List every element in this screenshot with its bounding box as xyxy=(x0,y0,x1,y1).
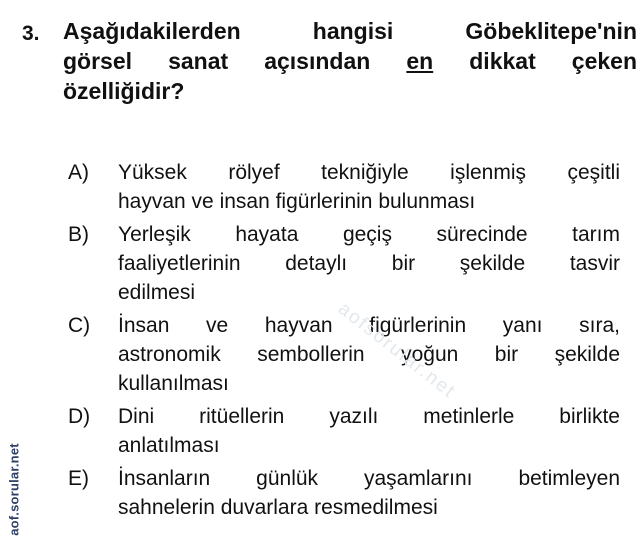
option-d-line-1: Dini ritüellerin yazılı metinlerle birlikte xyxy=(118,405,620,428)
option-d[interactable] xyxy=(68,402,620,460)
question-text xyxy=(63,16,637,106)
option-d-text xyxy=(118,402,620,460)
option-b-line-3: edilmesi xyxy=(118,281,196,304)
option-b-text xyxy=(118,220,620,307)
option-a-line-1: Yüksek rölyef tekniğiyle işlenmiş çeşitli xyxy=(118,161,620,184)
option-e-line-1: İnsanların günlük yaşamlarını betimleyen xyxy=(118,467,620,490)
question-line-3: özelliğidir? xyxy=(63,78,185,104)
option-b-line-1: Yerleşik hayata geçiş sürecinde tarım xyxy=(118,223,620,246)
question-line-2-end: dikkat çeken xyxy=(433,48,637,74)
option-c-line-1: İnsan ve hayvan figürlerinin yanı sıra, xyxy=(118,314,620,337)
option-b[interactable] xyxy=(68,220,620,307)
option-c-line-3: kullanılması xyxy=(118,372,229,395)
option-c-letter: C) xyxy=(68,314,91,337)
question-line-2-start: görsel sanat açısından xyxy=(63,48,407,74)
answer-options xyxy=(68,158,620,526)
emphasis-underlined: en xyxy=(406,48,434,74)
option-e[interactable] xyxy=(68,464,620,522)
side-watermark: aof.sorular.net xyxy=(6,443,22,536)
option-a[interactable] xyxy=(68,158,620,216)
option-d-line-2: anlatılması xyxy=(118,434,220,457)
option-d-letter: D) xyxy=(68,405,91,428)
question-line-1: Aşağıdakilerden hangisi Göbeklitepe'nin xyxy=(63,18,637,44)
option-b-letter: B) xyxy=(68,223,89,246)
question-number: 3. xyxy=(22,22,40,45)
option-a-letter: A) xyxy=(68,161,89,184)
option-a-line-2: hayvan ve insan figürlerinin bulunması xyxy=(118,190,476,213)
diagonal-watermark: aofsorular.net xyxy=(334,298,460,403)
question-line-2 xyxy=(63,46,637,76)
option-e-line-2: sahnelerin duvarlara resmedilmesi xyxy=(118,496,438,519)
option-b-line-2: faaliyetlerinin detaylı bir şekilde tasvir xyxy=(118,252,620,275)
option-c-line-2: astronomik sembollerin yoğun bir şekilde xyxy=(118,343,620,366)
option-a-text xyxy=(118,158,620,216)
option-e-text xyxy=(118,464,620,522)
option-e-letter: E) xyxy=(68,467,89,490)
